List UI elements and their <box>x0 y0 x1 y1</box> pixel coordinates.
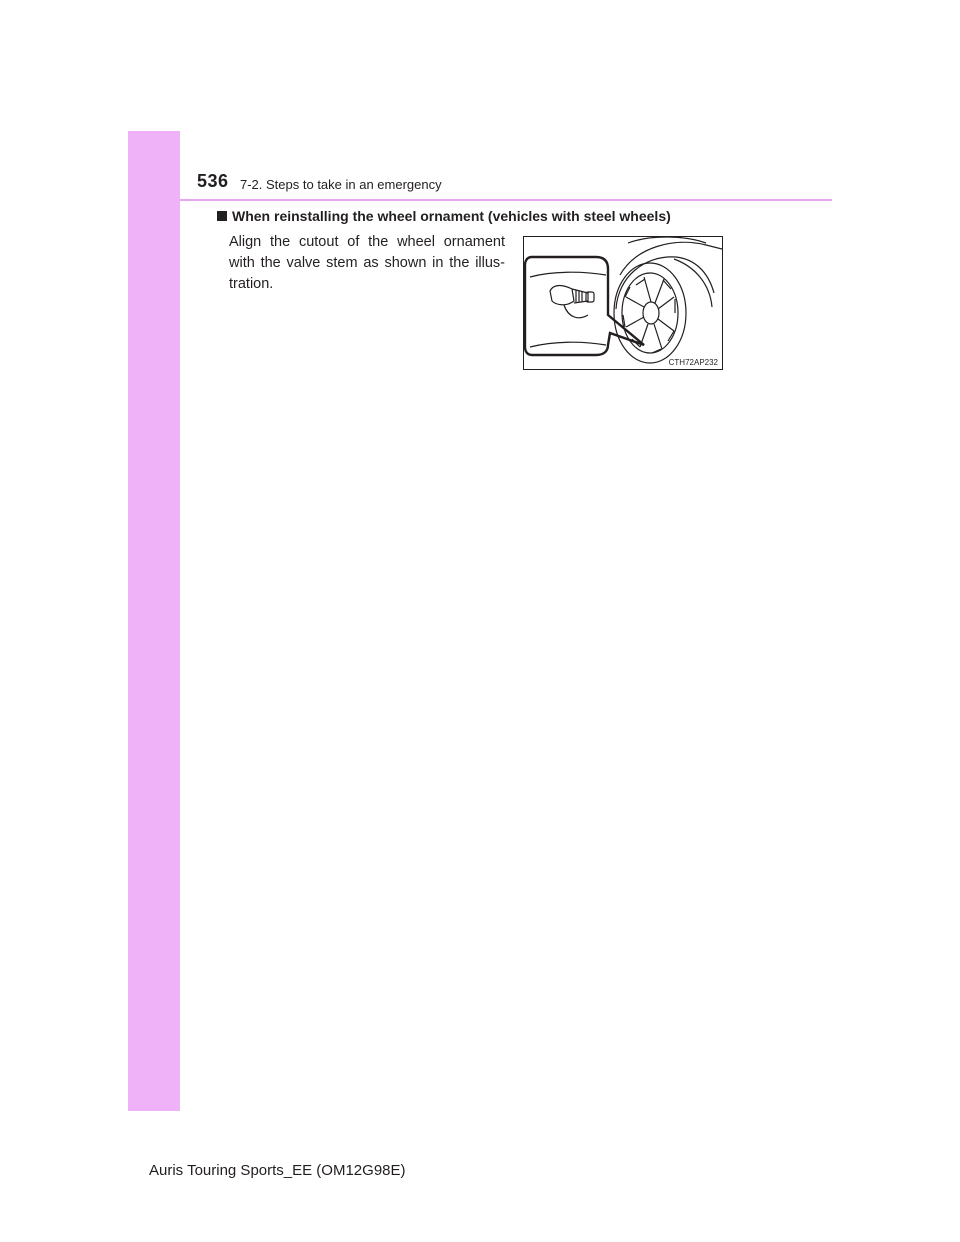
page-number: 536 <box>197 171 229 191</box>
header-rule <box>180 199 832 201</box>
valve-stem-base <box>550 286 574 305</box>
subheading-text: When reinstalling the wheel ornament (vehicles with steel wheels) <box>232 208 671 224</box>
section-title: 7-2. Steps to take in an emergency <box>240 177 442 192</box>
chapter-side-bar <box>128 131 180 1111</box>
figure-code: CTH72AP232 <box>668 358 718 367</box>
wheel-valve-stem-illustration <box>524 237 722 369</box>
callout-box <box>525 257 644 355</box>
subheading <box>217 208 671 224</box>
wheel-hub <box>643 302 659 324</box>
bullet-square-icon <box>217 211 227 221</box>
body-edge <box>674 259 712 307</box>
body-paragraph: Align the cutout of the wheel ornament with the valve stem as shown in the illus-tration. <box>229 234 505 292</box>
fender-inner-line <box>628 237 706 243</box>
wheel-ornament-figure <box>523 236 723 370</box>
footer-text: Auris Touring Sports_EE (OM12G98E) <box>149 1162 406 1179</box>
